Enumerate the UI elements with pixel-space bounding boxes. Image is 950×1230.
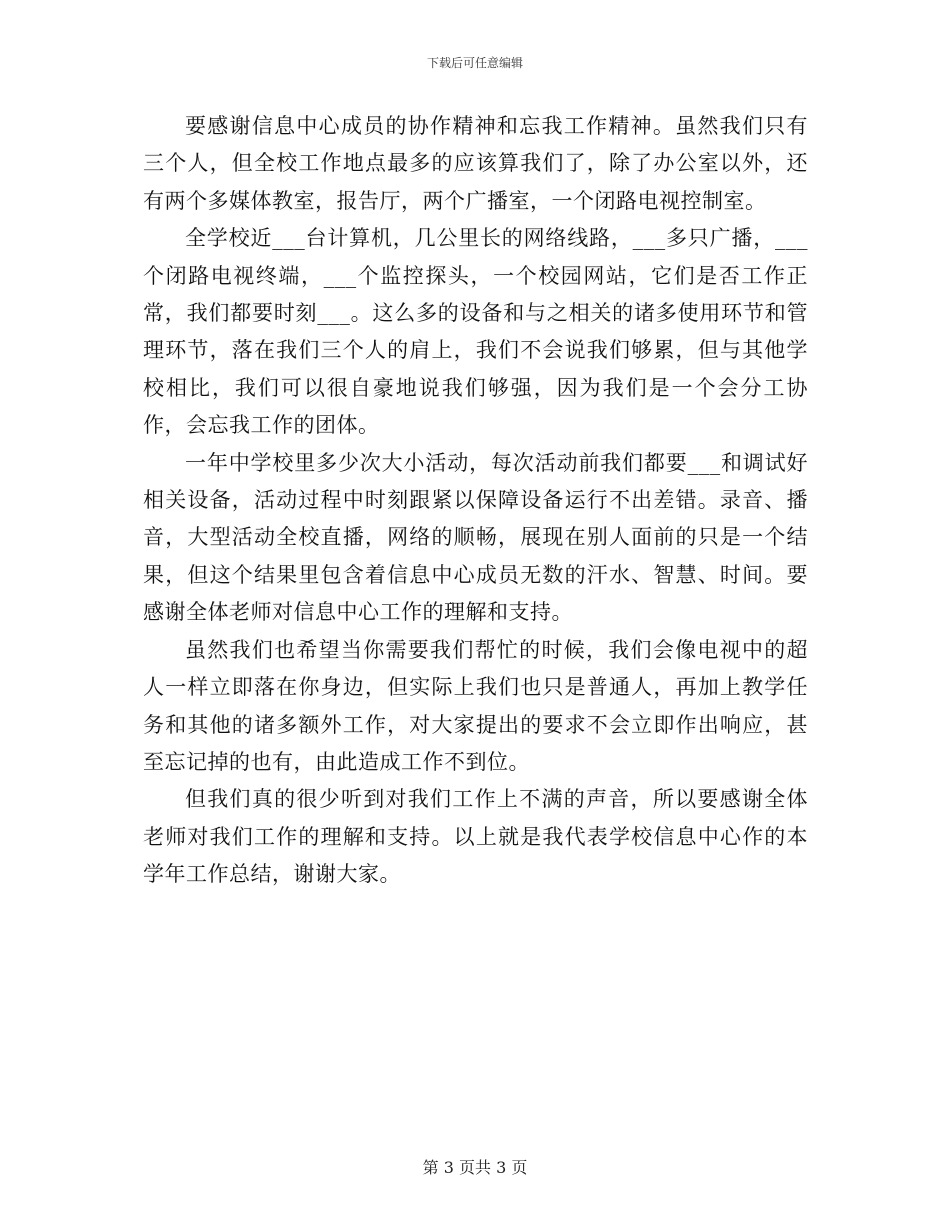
paragraph: 但我们真的很少听到对我们工作上不满的声音，所以要感谢全体老师对我们工作的理解和支持。以上就是我代表学校信息中心作的本学年工作总结，谢谢大家。 [143, 787, 808, 887]
page-header: 下载后可任意编辑 [426, 56, 523, 70]
paragraph: 全学校近___台计算机，几公里长的网络线路，___多只广播，___个闭路电视终端，___个监控探头，一个校园网站，它们是否工作正常，我们都要时刻___。这么多的设备和与之相关的诸多使用环节和管理环节，落在我们三个人的肩上，我们不会说我们够累，但与其他学校相比，我们可以很自豪地说我们够强，因为我们是一个会分工协作，会忘我工作的团体。 [143, 226, 808, 438]
page-footer: 第 3 页共 3 页 [422, 1158, 528, 1177]
paragraph: 一年中学校里多少次大小活动，每次活动前我们都要___和调试好相关设备，活动过程中时刻跟紧以保障设备运行不出差错。录音、播音，大型活动全校直播，网络的顺畅，展现在别人面前的只是一个结果，但这个结果里包含着信息中心成员无数的汗水、智慧、时间。要感谢全体老师对信息中心工作的理解和支持。 [143, 450, 808, 625]
document-body [143, 108, 808, 894]
paragraph: 虽然我们也希望当你需要我们帮忙的时候，我们会像电视中的超人一样立即落在你身边，但实际上我们也只是普通人，再加上教学任务和其他的诸多额外工作，对大家提出的要求不会立即作出响应，甚至忘记掉的也有，由此造成工作不到位。 [143, 637, 808, 774]
paragraph: 要感谢信息中心成员的协作精神和忘我工作精神。虽然我们只有三个人，但全校工作地点最多的应该算我们了，除了办公室以外，还有两个多媒体教室，报告厅，两个广播室，一个闭路电视控制室。 [143, 114, 808, 213]
